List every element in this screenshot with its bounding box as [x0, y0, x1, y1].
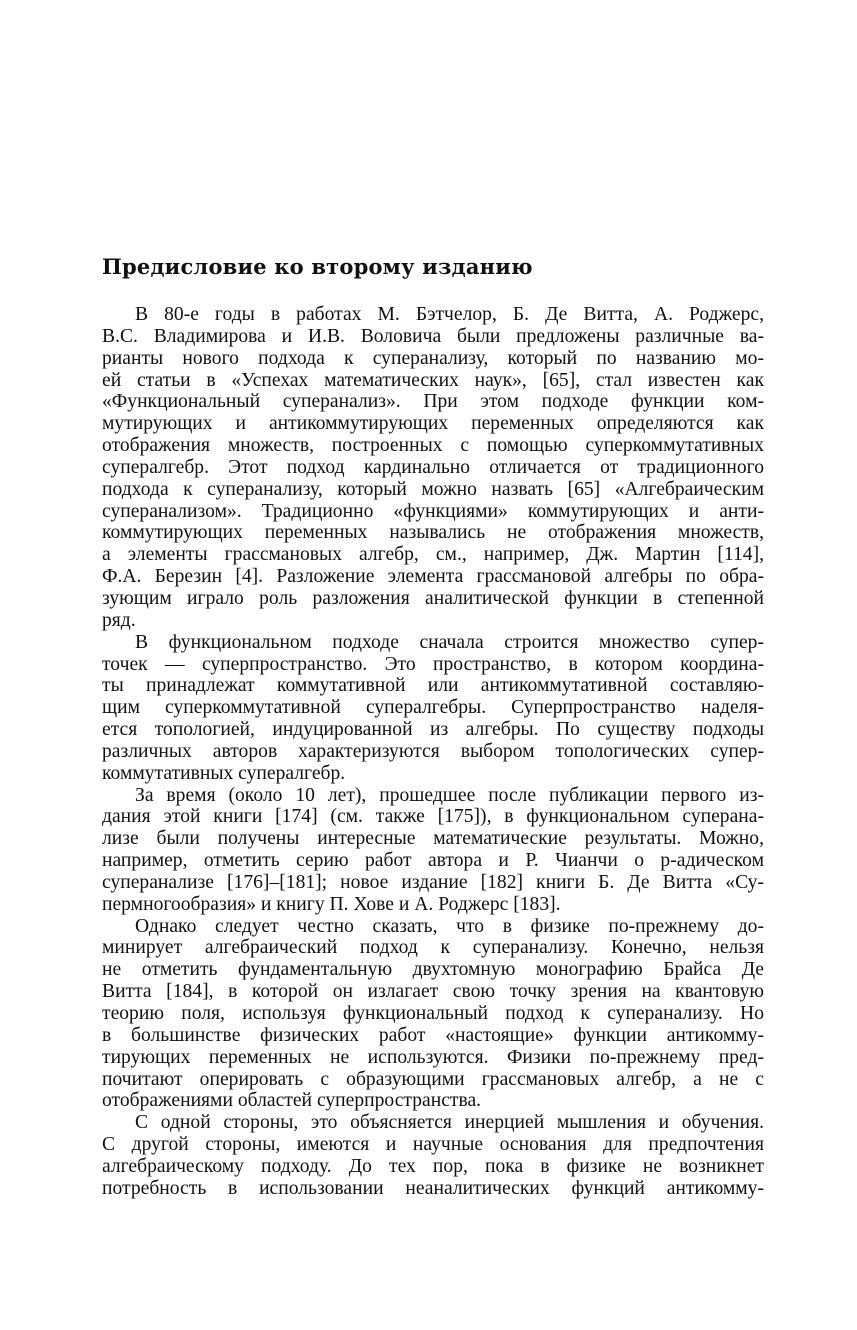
text-line: различных авторов характеризуются выбором топологических супер-: [102, 740, 764, 762]
text-line: зующим играло роль разложения аналитической функции в степенной: [102, 587, 764, 609]
text-line: не отметить фундаментальную двухтомную монографию Брайса Де: [102, 959, 764, 981]
paragraph: [102, 304, 764, 632]
text-line: коммутирующих переменных назывались не отображения множеств,: [102, 522, 764, 544]
body-text: [102, 304, 764, 1200]
text-line: подхода к суперанализу, который можно назвать [65] «Алгебраическим: [102, 478, 764, 500]
text-line: ты принадлежат коммутативной или антикоммутативной составляю-: [102, 675, 764, 697]
text-line: С одной стороны, это объясняется инерцией мышления и обучения.: [135, 1112, 764, 1134]
text-line: минирует алгебраический подход к суперанализу. Конечно, нельзя: [102, 937, 764, 959]
text-line: лизе были получены интересные математические результаты. Можно,: [102, 828, 764, 850]
text-line: ется топологией, индуцированной из алгебры. По существу подходы: [102, 719, 764, 741]
text-line: в большинстве физических работ «настоящие» функции антикомму-: [102, 1024, 764, 1046]
page-title: Предисловие ко второму изданию: [102, 254, 533, 279]
text-line: коммутативных супералгебр.: [102, 762, 346, 784]
text-line: алгебраическому подходу. До тех пор, пока в физике не возникнет: [102, 1155, 764, 1177]
text-line: потребность в использовании неаналитических функций антикомму-: [102, 1177, 764, 1199]
paragraph: [102, 785, 764, 916]
text-line: «Функциональный суперанализ». При этом подходе функции ком-: [102, 391, 764, 413]
text-line: теорию поля, используя функциональный подход к суперанализу. Но: [102, 1003, 764, 1024]
text-line: ей статьи в «Успехах математических наук», [65], стал известен как: [102, 369, 764, 391]
text-line: супералгебр. Этот подход кардинально отличается от традиционного: [102, 456, 764, 478]
paragraph: [102, 916, 764, 1113]
text-line: точек — суперпространство. Это пространство, в котором координа-: [102, 653, 764, 675]
text-line: щим суперкоммутативной супералгебры. Суперпространство наделя-: [102, 697, 764, 719]
text-line: В.С. Владимирова и И.В. Воловича были предложены различные ва-: [102, 325, 764, 347]
text-line: почитают оперировать с образующими грассмановых алгебр, а не с: [102, 1068, 764, 1090]
paragraph: [102, 632, 764, 785]
text-line: С другой стороны, имеются и научные основания для предпочтения: [102, 1134, 764, 1156]
text-line: пермногообразия» и книгу П. Хове и А. Роджерс [183].: [102, 893, 561, 915]
text-line: суперанализе [176]–[181]; новое издание [182] книги Б. Де Витта «Су-: [102, 871, 764, 893]
text-line: а элементы грассмановых алгебр, см., например, Дж. Мартин [114],: [102, 544, 764, 566]
text-line: отображения множеств, построенных с помощью суперкоммутативных: [102, 435, 764, 457]
text-line: например, отметить серию работ автора и Р. Чианчи о p-адическом: [102, 850, 764, 872]
text-line: дания этой книги [174] (см. также [175]), в функциональном суперана-: [102, 806, 764, 828]
page-content: [102, 252, 764, 1200]
text-line: Витта [184], в которой он излагает свою точку зрения на квантовую: [102, 981, 764, 1003]
text-line: Однако следует честно сказать, что в физике по-прежнему до-: [135, 915, 764, 937]
text-line: рианты нового подхода к суперанализу, который по названию мо-: [102, 347, 764, 369]
paragraph: [102, 1112, 764, 1199]
text-line: тирующих переменных не используются. Физики по-прежнему пред-: [102, 1046, 764, 1068]
text-line: В функциональном подходе сначала строится множество супер-: [135, 631, 764, 653]
text-line: В 80-е годы в работах М. Бэтчелор, Б. Де Витта, А. Роджерс,: [135, 304, 764, 325]
text-line: отображениями областей суперпространства.: [102, 1090, 482, 1112]
text-line: Ф.А. Березин [4]. Разложение элемента грассмановой алгебры по обра-: [102, 566, 764, 588]
text-line: За время (около 10 лет), прошедшее после публикации первого из-: [135, 784, 764, 806]
text-line: мутирующих и антикоммутирующих переменных определяются как: [102, 413, 764, 435]
text-line: суперанализом». Традиционно «функциями» коммутирующих и анти-: [102, 500, 764, 522]
text-line: ряд.: [102, 609, 136, 631]
